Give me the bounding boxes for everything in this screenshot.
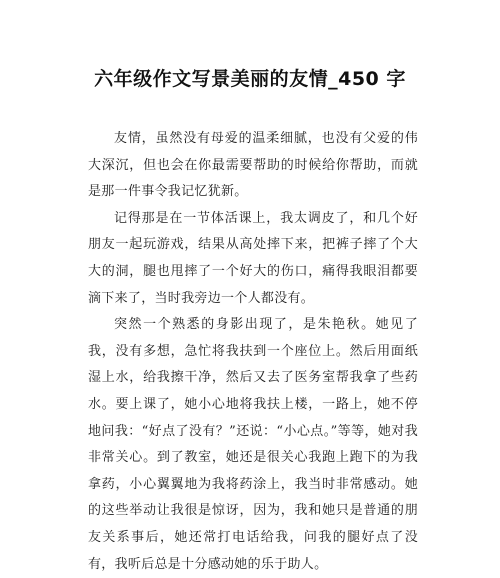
document-body [88,126,418,578]
document-title: 六年级作文写景美丽的友情_450 字 [94,68,406,90]
paragraph-3: 突然一个熟悉的身影出现了，是朱艳秋。她见了我，没有多想，急忙将我扶到一个座位上。然后用面纸湿上水，给我擦干净，然后又去了医务室帮我拿了些药水。要上课了，她小心地将我扶上楼，一路上，她不停地问我：“好点了没有？”还说：“小心点。”等等，她对我非常关心。到了教室，她还是很关心我跑上跑下的为我拿药，小心翼翼地为我将药涂上，我当时非常感动。她的这些举动让我很是惊讶，因为，我和她只是普通的朋友关系事后，她还常打电话给我，问我的腿好点了没有，我听后总是十分感动她的乐于助人。 [88,317,418,572]
paragraph-1: 友情，虽然没有母爱的温柔细腻，也没有父爱的伟大深沉，但也会在你最需要帮助的时候给你帮助，而就是那一件事令我记忆犹新。 [88,131,418,200]
paragraph-2: 记得那是在一节体活课上，我太调皮了，和几个好朋友一起玩游戏，结果从高处摔下来，把裤子摔了个大大的洞，腿也甩摔了一个好大的伤口，痛得我眼泪都要滴下来了，当时我旁边一个人都没有。 [88,210,418,306]
